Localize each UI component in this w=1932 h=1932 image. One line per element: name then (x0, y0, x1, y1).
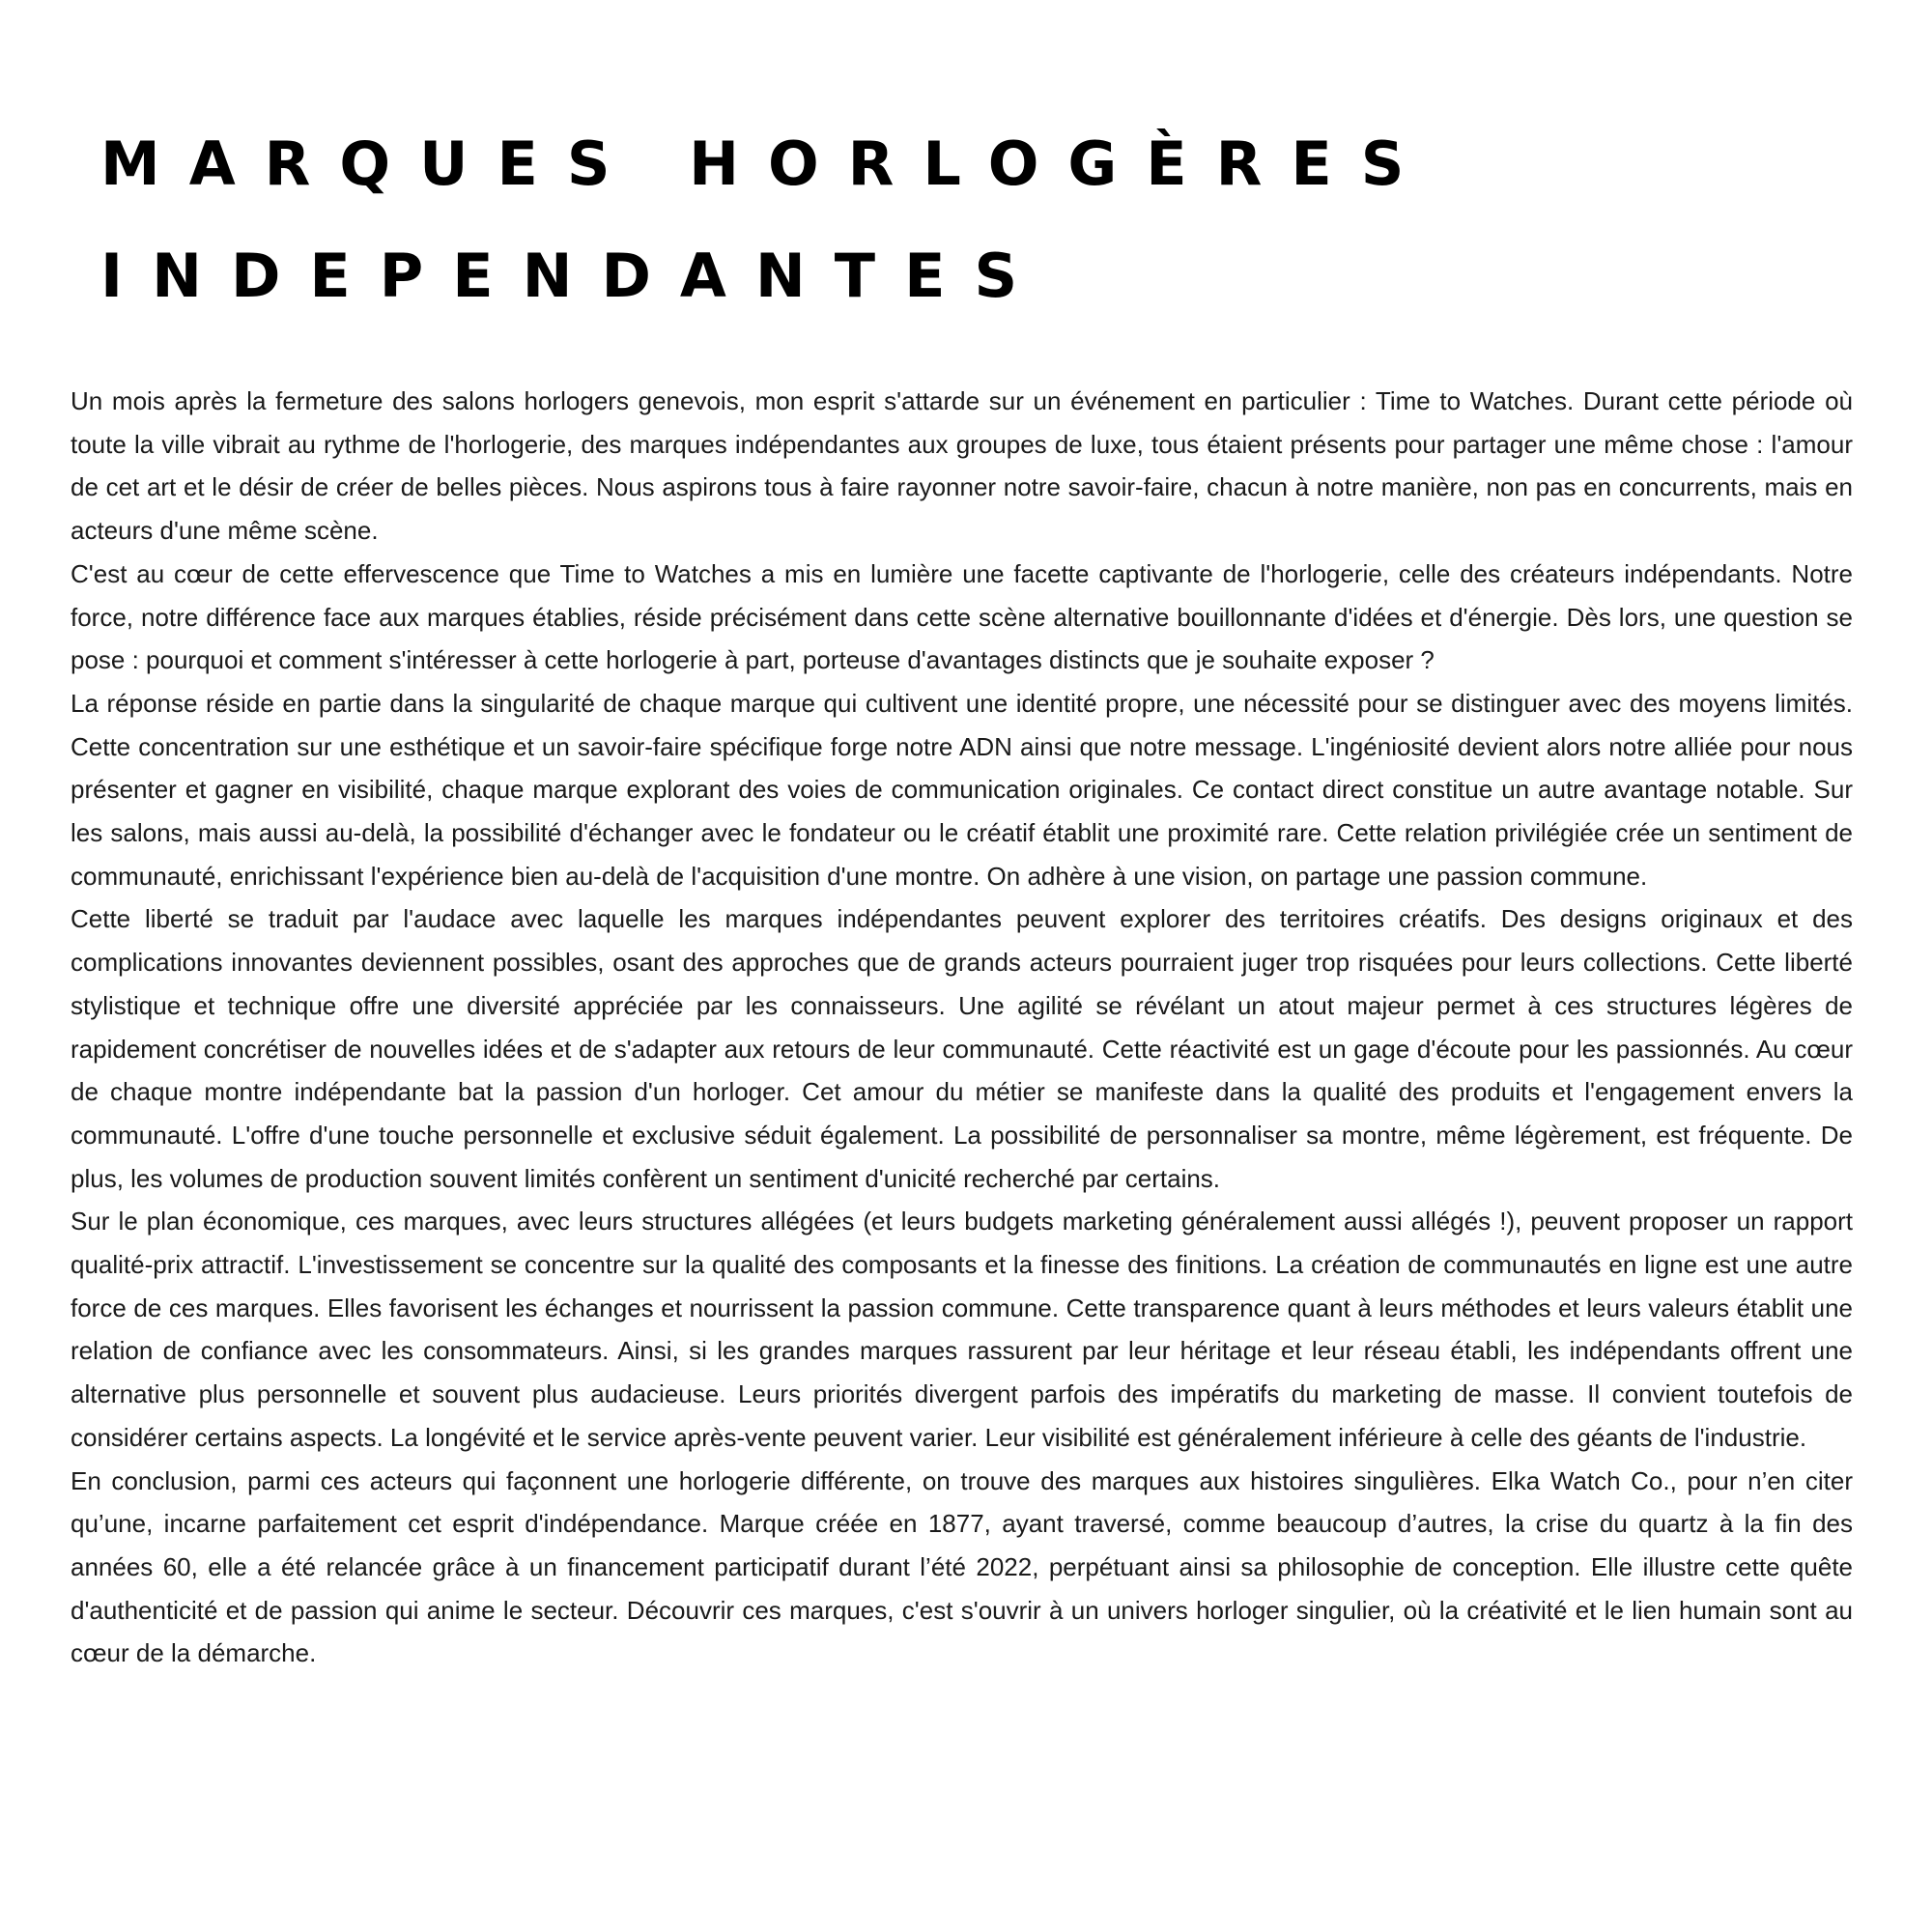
title-line-2: INDEPENDANTES (100, 241, 1047, 311)
article-body (71, 380, 1853, 1675)
paragraph-freedom: Cette liberté se traduit par l'audace avec laquelle les marques indépendantes peuvent explorer des territoires créatifs. Des designs originaux et des complications innovantes deviennent possibles, osant des approches que de grands acteurs pourraient juger trop risquées pour leurs collections. Cette liberté stylistique et technique offre une diversité appréciée par les connaisseurs. Une agilité se révélant un atout majeur permet à ces structures légères de rapidement concrétiser de nouvelles idées et de s'adapter aux retours de leur communauté. Cette réactivité est un gage d'écoute pour les passionnés. Au cœur de chaque montre indépendante bat la passion d'un horloger. Cet amour du métier se manifeste dans la qualité des produits et l'engagement envers la communauté. L'offre d'une touche personnelle et exclusive séduit également. La possibilité de personnaliser sa montre, même légèrement, est fréquente. De plus, les volumes de production souvent limités confèrent un sentiment d'unicité recherché par certains. (71, 904, 1853, 1193)
title-line-1: MARQUES HORLOGÈRES (100, 128, 1434, 199)
paragraph-singularity: La réponse réside en partie dans la singularité de chaque marque qui cultivent une identité propre, une nécessité pour se distinguer avec des moyens limités. Cette concentration sur une esthétique et un savoir-faire spécifique forge notre ADN ainsi que notre message. L'ingéniosité devient alors notre alliée pour nous présenter et gagner en visibilité, chaque marque explorant des voies de communication originales. Ce contact direct constitue un autre avantage notable. Sur les salons, mais aussi au-delà, la possibilité d'échanger avec le fondateur ou le créatif établit une proximité rare. Cette relation privilégiée crée un sentiment de communauté, enrichissant l'expérience bien au-delà de l'acquisition d'une montre. On adhère à une vision, on partage une passion commune. (71, 688, 1853, 891)
article-title (100, 108, 1839, 332)
paragraph-time-to-watches: C'est au cœur de cette effervescence que Time to Watches a mis en lumière une facette captivante de l'horlogerie, celle des créateurs indépendants. Notre force, notre différence face aux marques établies, réside précisément dans cette scène alternative bouillonnante d'idées et d'énergie. Dès lors, une question se pose : pourquoi et comment s'intéresser à cette horlogerie à part, porteuse d'avantages distincts que je souhaite exposer ? (71, 558, 1853, 675)
paragraph-conclusion: En conclusion, parmi ces acteurs qui façonnent une horlogerie différente, on trouve des marques aux histoires singulières. Elka Watch Co., pour n’en citer qu’une, incarne parfaitement cet esprit d'indépendance. Marque créée en 1877, ayant traversé, comme beaucoup d’autres, la crise du quartz à la fin des années 60, elle a été relancée grâce à un financement participatif durant l’été 2022, perpétuant ainsi sa philosophie de conception. Elle illustre cette quête d'authenticité et de passion qui anime le secteur. Découvrir ces marques, c'est s'ouvrir à un univers horloger singulier, où la créativité et le lien humain sont au cœur de la démarche. (71, 1465, 1853, 1668)
paragraph-intro: Un mois après la fermeture des salons horlogers genevois, mon esprit s'attarde sur un événement en particulier : Time to Watches. Durant cette période où toute la ville vibrait au rythme de l'horlogerie, des marques indépendantes aux groupes de luxe, tous étaient présents pour partager une même chose : l'amour de cet art et le désir de créer de belles pièces. Nous aspirons tous à faire rayonner notre savoir-faire, chacun à notre manière, non pas en concurrents, mais en acteurs d'une même scène. (71, 386, 1853, 546)
paragraph-economics: Sur le plan économique, ces marques, avec leurs structures allégées (et leurs budgets marketing généralement aussi allégés !), peuvent proposer un rapport qualité-prix attractif. L'investissement se concentre sur la qualité des composants et la finesse des finitions. La création de communautés en ligne est une autre force de ces marques. Elles favorisent les échanges et nourrissent la passion commune. Cette transparence quant à leurs méthodes et leurs valeurs établit une relation de confiance avec les consommateurs. Ainsi, si les grandes marques rassurent par leur héritage et leur réseau établi, les indépendants offrent une alternative plus personnelle et souvent plus audacieuse. Leurs priorités divergent parfois des impératifs du marketing de masse. Il convient toutefois de considérer certains aspects. La longévité et le service après-vente peuvent varier. Leur visibilité est généralement inférieure à celle des géants de l'industrie. (71, 1207, 1853, 1452)
